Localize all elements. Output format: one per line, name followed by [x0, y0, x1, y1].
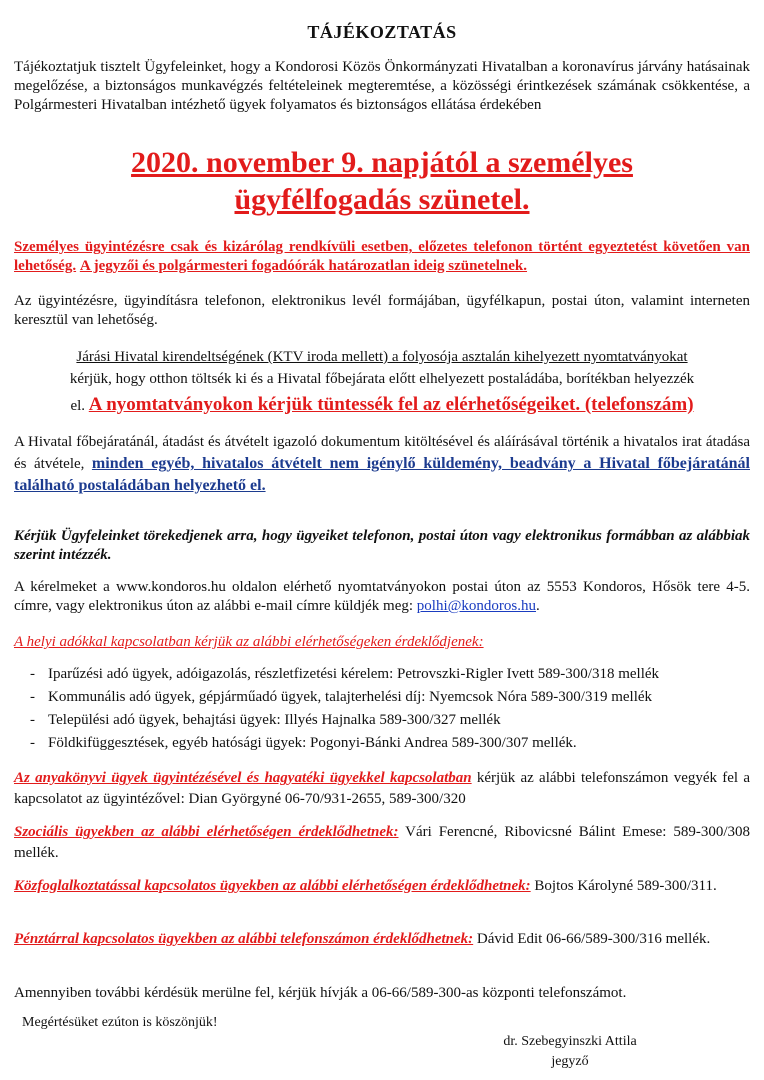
entrance-paragraph: [14, 432, 750, 497]
document-title: TÁJÉKOZTATÁS: [307, 22, 457, 42]
cashier-paragraph: [14, 929, 750, 950]
public-work-paragraph: [14, 876, 750, 897]
tax-contact-list: [30, 663, 750, 755]
registry-paragraph: [14, 768, 750, 810]
social-heading: Szociális ügyekben az alábbi elérhetőségen érdeklődhetnek:: [14, 824, 399, 840]
social-text: Vári Ferencné, Ribovicsné Bálint Emese: 589-300/308 mellék.: [14, 824, 750, 861]
office-hours-text: A jegyzői és polgármesteri fogadóórák határozatlan ideig szünetelnek.: [79, 258, 528, 274]
tax-heading-text: A helyi adókkal kapcsolatban kérjük az alábbi elérhetőségeken érdeklődjenek:: [14, 634, 484, 650]
further-questions: Amennyiben további kérdésük merülne fel, kérjük hívják a 06-66/589-300-as központi telefonszámot.: [14, 985, 627, 1001]
forms-line-3-start: el.: [70, 398, 86, 414]
cashier-text: Dávid Edit 06-66/589-300/316 mellék.: [476, 931, 711, 947]
thanks-text: Megértésüket ezúton is köszönjük!: [22, 1015, 218, 1030]
list-item: - Iparűzési adó ügyek, adóigazolás, részletfizetési kérelem: Petrovszki-Rigler Ivett 589-300/318 mellék: [30, 663, 750, 686]
signature-name: dr. Szebegyinszki Attila: [503, 1034, 637, 1049]
personal-visit-paragraph: [14, 238, 750, 276]
cashier-heading: Pénztárral kapcsolatos ügyekben az alábbi telefonszámon érdeklődhetnek:: [14, 931, 474, 947]
request-paragraph: Kérjük Ügyfeleinket törekedjenek arra, hogy ügyeiket telefonon, postai úton vagy elektronikus formábban az alábbiak szerint intézzék.: [14, 528, 750, 563]
list-item: - Kommunális adó ügyek, gépjárműadó ügyek, talajterhelési díj: Nyemcsok Nóra 589-300/319 mellék: [30, 686, 750, 709]
registry-heading: Az anyakönyvi ügyek ügyintézésével és hagyatéki ügyekkel kapcsolatban: [14, 770, 472, 786]
tax-heading: [14, 633, 750, 652]
forms-line-3: [14, 393, 750, 418]
email-link[interactable]: polhi@kondoros.hu: [416, 598, 537, 614]
forms-line-1: [14, 348, 750, 367]
list-item: - Földkifüggesztések, egyéb hatósági ügyek: Pogonyi-Bánki Andrea 589-300/307 mellék.: [30, 732, 750, 755]
postbox-text: minden egyéb, hivatalos átvételt nem igénylő küldemény, beadvány a Hivatal főbejáratánál található postaládában helyezhető el.: [14, 455, 750, 494]
entrance-text: A Hivatal főbejáratánál, átadást és átvételt igazoló dokumentum kitöltésével és aláírásával történik a hivatalos irat átadása és átvétele,: [14, 434, 750, 472]
intro-paragraph: Tájékoztatjuk tisztelt Ügyfeleinket, hogy a Kondorosi Közös Önkormányzati Hivatalban a koronavírus járvány hatásainak megelőzése, a biztonságos munkavégzés feltételeinek megteremtése, a közösségi érintkezések számának csökkentése, a Polgármesteri Hivatalban intézhető ügyek folyamatos és biztonságos ellátása érdekében: [14, 59, 750, 113]
personal-visit-text: Személyes ügyintézésre csak és kizárólag rendkívüli esetben, előzetes telefonon történt egyeztetést követően van lehetőség.: [14, 239, 750, 274]
social-paragraph: [14, 822, 750, 864]
forms-contact-request: A nyomtatványokon kérjük tüntessék fel az elérhetőségeiket. (telefonszám): [88, 394, 694, 415]
public-work-text: Bojtos Károlyné 589-300/311.: [534, 878, 717, 894]
headline-line-2: ügyfélfogadás szünetel.: [234, 183, 530, 216]
applications-paragraph: [14, 578, 750, 616]
public-work-heading: Közfoglalkoztatással kapcsolatos ügyekben az alábbi elérhetőségen érdeklődhetnek:: [14, 878, 531, 894]
forms-line-1-text: Járási Hivatal kirendeltségének (KTV iroda mellett) a folyosója asztalán kihelyezett nyomtatványokat: [76, 349, 688, 365]
applications-text: A kérelmeket a www.kondoros.hu oldalon elérhető nyomtatványokon postai úton az 5553 Kondoros, Hősök tere 4-5. címre, vagy elektronikus úton az alábbi e-mail címre küldjék meg:: [14, 579, 750, 614]
headline-line-1: 2020. november 9. napjától a személyes: [131, 146, 633, 179]
forms-line-2: kérjük, hogy otthon töltsék ki és a Hivatal főbejárata előtt elhelyezett postaládába, borítékban helyezzék: [69, 371, 695, 387]
registry-text: kérjük az alábbi telefonszámon vegyék fel a kapcsolatot az ügyintézővel: Dian Györgyné 06-70/931-2655, 589-300/320: [14, 770, 751, 807]
channels-paragraph: Az ügyintézésre, ügyindításra telefonon, elektronikus levél formájában, ügyfélkapun, postai úton, valamint interneten keresztül van lehetőség.: [14, 293, 750, 328]
list-item: - Települési adó ügyek, behajtási ügyek: Illyés Hajnalka 589-300/327 mellék: [30, 709, 750, 732]
applications-end: .: [536, 598, 540, 614]
signature-title: jegyző: [551, 1054, 589, 1069]
